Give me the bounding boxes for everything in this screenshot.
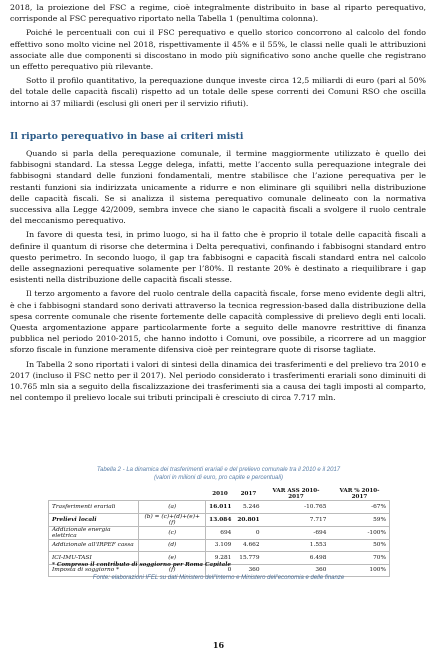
row-formula: (f)	[139, 564, 206, 577]
cell-var-pct: 50%	[329, 539, 389, 552]
paragraph-6: Il terzo argomento a favore del ruolo centrale della capacità fiscale, forse meno evidente degli altri, è che i fabbisogni standard sono derivati attraverso la tecnica regression-based dalla distribuzione della spesa corrente comunale che risente fortemente delle capacità complessive di prelievo degli enti locali. Questa argomentazione appare particolarmente forte a seguito delle manovre restrittive di finanza pubblica nel periodo 2010-2015, che hanno indotto i Comuni, ove possibile, a ricorrere ad un maggior sforzo fiscale in funzione meramente difensiva cioè per reintegrare quote di risorse tagliate.	[10, 289, 426, 355]
section-heading: Il riparto perequativo in base ai criteri misti	[10, 131, 244, 142]
source-note: Fonte: elaborazioni IFEL su dati Ministero dell’Interno e Ministero dell’economia e delle finanze	[92, 575, 345, 581]
cell-2010: 0	[206, 564, 235, 577]
cell-var-pct: 100%	[329, 564, 389, 577]
row-label: Trasferimenti erariali	[49, 501, 139, 514]
row-formula: (d)	[139, 539, 206, 552]
header-2010: 2010	[212, 491, 228, 497]
header-2017: 2017	[240, 491, 257, 497]
cell-var-ass: 1.553	[263, 539, 330, 552]
cell-var-ass: -694	[263, 526, 330, 539]
row-label: Prelievi locali	[49, 513, 139, 526]
row-formula: (b) = (c)+(d)+(e)+(f)	[139, 513, 206, 526]
row-formula: (a)	[139, 501, 206, 514]
cell-var-ass: -10.765	[263, 501, 330, 514]
paragraph-4: Quando si parla della perequazione comunale, il termine maggiormente utilizzato è quello dei fabbisogni standard. La stessa Legge delega, infatti, mette l’accento sulla perequazione integrale dei fabbisogni standard delle funzioni fondamentali, mentre stabilisce che l’azione perequativa per le restanti funzioni sia indirizzata unicamente a ridurre e non eliminare gli squilibri nella distribuzione delle capacità fiscali. Se si analizza il sistema perequativo comunale delineato con la normativa successiva alla Legge 42/2009, sembra invece che siano le capacità fiscali a svolgere il ruolo centrale del meccanismo perequativo.	[10, 149, 426, 226]
paragraph-7: In Tabella 2 sono riportati i valori di sintesi della dinamica dei trasferimenti e del prelievo tra 2010 e 2017 (incluso il FSC netto per il 2017). Nel periodo considerato i trasferimenti erariali sono diminuiti di 10.765 mln sia a seguito della fiscalizzazione dei trasferimenti sia a causa dei tagli imposti al comparto, nel contempo il prelievo locale sui tributi principali è cresciuto di circa 7.717 mln.	[10, 359, 426, 403]
body-text	[10, 148, 426, 406]
cell-2017: 4.662	[234, 539, 262, 552]
table-header-row	[49, 488, 390, 501]
intro-text	[10, 2, 426, 112]
header-var-pct: VAR % 2010-2017	[339, 488, 380, 500]
cell-var-pct: -67%	[329, 501, 389, 514]
cell-2017: 5.246	[234, 501, 262, 514]
paragraph-5: In favore di questa tesi, in primo luogo, si ha il fatto che è proprio il totale delle capacità fiscali a definire il quantum di risorse che determina i Delta perequativi, confinando i fabbisogni standard entro questo perimetro. In secondo luogo, il gap tra fabbisogni e capacità fiscali standard entra nel calcolo delle assegnazioni perequative solamente per l’80%. Il restante 20% è destinato a riequilibrare i gap esistenti nella distribuzione delle capacità fiscali stesse.	[10, 230, 426, 285]
cell-2010: 3.109	[206, 539, 235, 552]
cell-2017: 0	[234, 526, 262, 539]
row-label: Addizionale all'IRPEF cassa	[49, 539, 139, 552]
page-number: 16	[212, 640, 225, 650]
cell-2010: 16.011	[206, 501, 235, 514]
cell-var-ass: 7.717	[263, 513, 330, 526]
table-footnote: * Compreso il contributo di soggiorno per Roma Capitale	[52, 562, 231, 568]
row-label: ICI-IMU-TASI	[49, 552, 139, 565]
table-row	[49, 501, 390, 514]
cell-2010: 694	[206, 526, 235, 539]
table-caption-units: (valori in milioni di euro, pro capite e percentuali)	[153, 475, 284, 481]
cell-var-pct: 70%	[329, 552, 389, 565]
row-label: Imposta di soggiorno *	[49, 564, 139, 577]
table-row	[49, 539, 390, 552]
row-formula: (c)	[139, 526, 206, 539]
table-row	[49, 526, 390, 539]
table-caption-title: Tabella 2 - La dinamica dei trasferimenti erariali e del prelievo comunale tra il 2010 e il 2017	[96, 467, 341, 473]
cell-2010: 13.084	[206, 513, 235, 526]
cell-2017: 360	[234, 564, 262, 577]
cell-2017: 20.801	[234, 513, 262, 526]
row-formula: (e)	[139, 552, 206, 565]
cell-var-pct: -100%	[329, 526, 389, 539]
row-label: Addizionale energia elettrica	[49, 526, 139, 539]
cell-var-ass: 360	[263, 564, 330, 577]
cell-2010: 9.281	[206, 552, 235, 565]
header-var-ass: VAR ASS 2010-2017	[272, 488, 320, 500]
cell-2017: 15.779	[234, 552, 262, 565]
cell-var-pct: 59%	[329, 513, 389, 526]
paragraph-2: Poiché le percentuali con cui il FSC perequativo e quello storico concorrono al calcolo del fondo effettivo sono molto vicine nel 2018, rispettivamente il 45% e il 55%, le classi nelle quali le attribuzioni associate alle due componenti si discostano in modo più significativo sono anche quelle che registrano un effetto perequativo più rilevante.	[10, 28, 426, 72]
paragraph-1: 2018, la proiezione del FSC a regime, cioè integralmente distribuito in base al riparto perequativo, corrisponde al FSC perequativo riportato nella Tabella 1 (penultima colonna).	[10, 3, 426, 24]
paragraph-3: Sotto il profilo quantitativo, la perequazione dunque investe circa 12,5 miliardi di euro (pari al 50% del totale delle capacità fiscali) rispetto ad un totale delle spese correnti dei Comuni RSO che oscilla intorno ai 37 miliardi (esclusi gli oneri per il servizio rifiuti).	[10, 76, 426, 108]
cell-var-ass: 6.498	[263, 552, 330, 565]
table-row	[49, 513, 390, 526]
